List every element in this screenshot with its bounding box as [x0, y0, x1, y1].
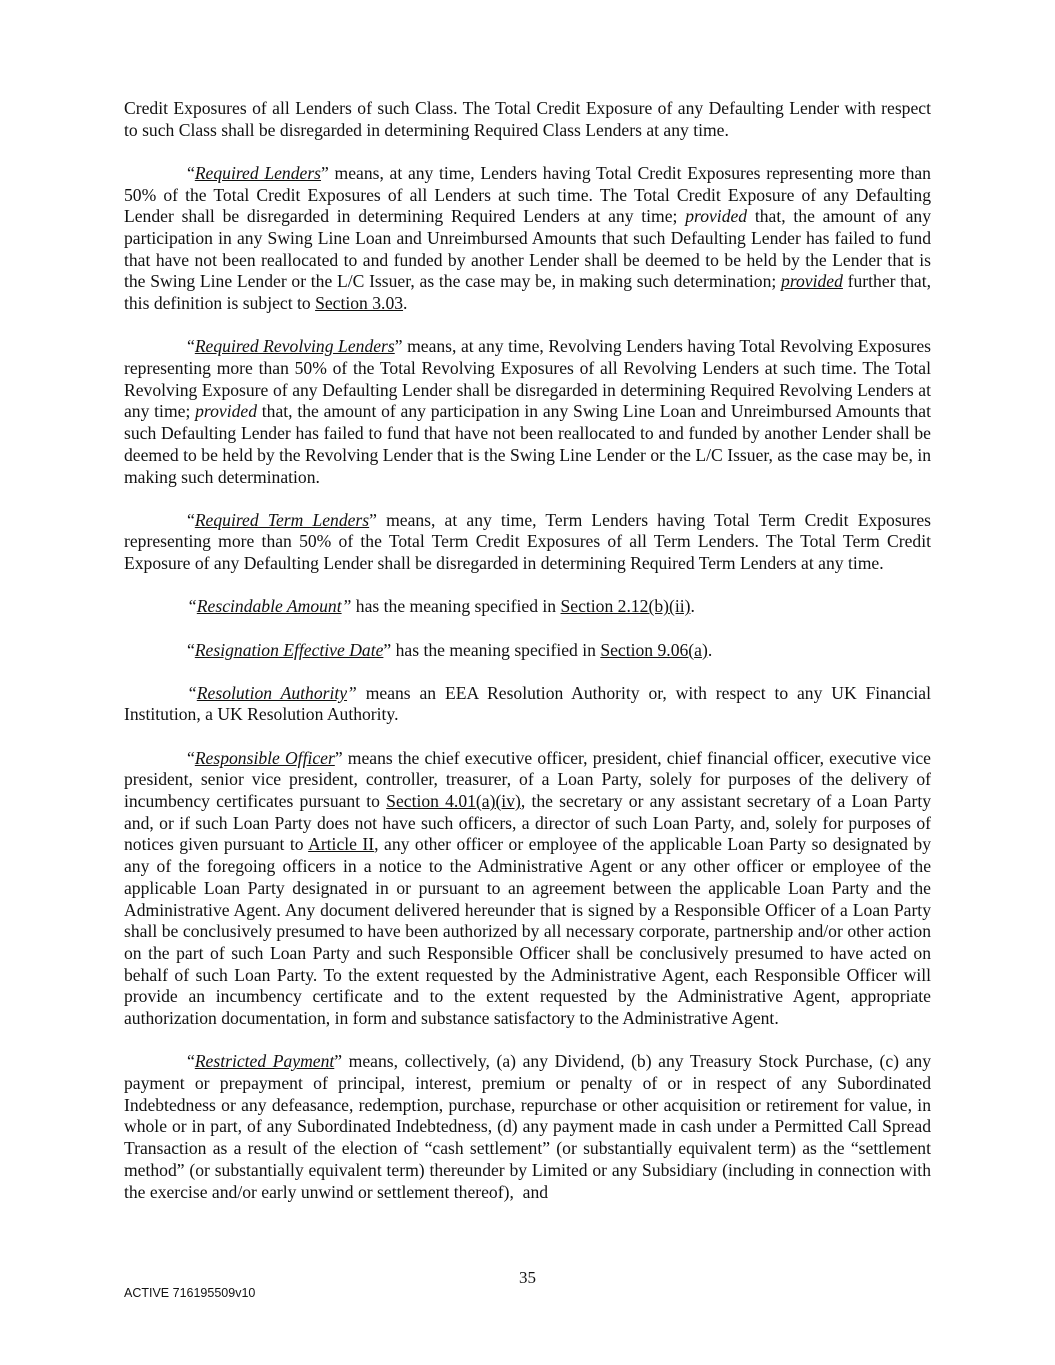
definition-resolution-authority: “Resolution Authority” means an EEA Resolution Authority or, with respect to any UK Financial Institution, a UK Resolution Authority.	[124, 682, 931, 725]
defined-term: Resolution Authority	[196, 682, 348, 703]
definition-rescindable-amount: “Rescindable Amount” has the meaning specified in Section 2.12(b)(ii).	[187, 596, 695, 617]
document-id: ACTIVE 716195509v10	[124, 1286, 256, 1300]
document-body	[124, 98, 931, 1225]
definition-required-revolving-lenders: “Required Revolving Lenders” means, at any time, Revolving Lenders having Total Revolving Exposures representing more than 50% of the Total Revolving Exposures of all Revolving Lenders at such time. The Total Revolving Exposure of any Defaulting Lender shall be disregarded in determining Required Revolving Lenders at any time; provided that, the amount of any participation in any Swing Line Loan and Unreimbursed Amounts that such Defaulting Lender has failed to fund that have not been reallocated to and funded by another Lender shall be deemed to be held by the Revolving Lender that is the Swing Line Lender or the L/C Issuer, as the case may be, in making such determination.	[124, 336, 931, 487]
section-reference: Section 2.12(b)(ii)	[560, 596, 691, 617]
section-reference: Section 9.06(a)	[600, 639, 708, 660]
paragraph-continuation: Credit Exposures of all Lenders of such Class. The Total Credit Exposure of any Defaulting Lender with respect to such Class shall be disregarded in determining Required Class Lenders at any time.	[124, 98, 931, 140]
page-number: 35	[519, 1268, 536, 1287]
defined-term: Responsible Officer	[194, 747, 335, 768]
definition-required-term-lenders: “Required Term Lenders” means, at any time, Term Lenders having Total Term Credit Exposures representing more than 50% of the Total Term Credit Exposures of all Term Lenders. The Total Term Credit Exposure of any Defaulting Lender shall be disregarded in determining Required Term Lenders at any time.	[124, 509, 931, 574]
section-reference: Section 3.03	[315, 293, 404, 314]
defined-term: Rescindable Amount	[196, 596, 342, 617]
article-reference: Article II	[308, 834, 375, 855]
definition-responsible-officer: “Responsible Officer” means the chief executive officer, president, chief financial officer, executive vice president, senior vice president, controller, treasurer, of a Loan Party, solely for purposes of the delivery of incumbency certificates pursuant to Section 4.01(a)(iv), the secretary or any assistant secretary of a Loan Party and, or if such Loan Party does not have such officers, a director of such Loan Party, and, solely for purposes of notices given pursuant to Article II, any other officer or employee of the applicable Loan Party so designated by any of the foregoing officers in a notice to the Administrative Agent or any other officer or employee of the applicable Loan Party designated in or pursuant to an agreement between the applicable Loan Party and the Administrative Agent. Any document delivered hereunder that is signed by a Responsible Officer of a Loan Party shall be conclusively presumed to have been authorized by all necessary corporate, partnership and/or other action on the part of such Loan Party and such Responsible Officer shall be conclusively presumed to have acted on behalf of such Loan Party. To the extent requested by the Administrative Agent, each Responsible Officer will provide an incumbency certificate and to the extent requested by the Administrative Agent, appropriate authorization documentation, in form and substance satisfactory to the Administrative Agent.	[124, 747, 932, 1029]
defined-term: Resignation Effective Date	[194, 639, 384, 660]
definition-restricted-payment: “Restricted Payment” means, collectively, (a) any Dividend, (b) any Treasury Stock Purchase, (c) any payment or prepayment of principal, interest, premium or penalty of or in respect of any Subordinated Indebtedness or any defeasance, redemption, purchase, repurchase or other acquisition or retirement for value, in whole or in part, of any Subordinated Indebtedness, (d) any payment made in cash under a Permitted Call Spread Transaction as a result of the election of “cash settlement” (or substantially equivalent term) as the “settlement method” (or substantially equivalent term) thereunder by Limited or any Subsidiary (including in connection with the exercise and/or early unwind or settlement thereof), and	[124, 1051, 931, 1202]
section-reference: Section 4.01(a)(iv)	[386, 791, 521, 812]
defined-term: Required Term Lenders	[194, 509, 370, 530]
definition-required-lenders: “Required Lenders” means, at any time, Lenders having Total Credit Exposures representing more than 50% of the Total Credit Exposures of all Lenders at such time. The Total Credit Exposure of any Defaulting Lender shall be disregarded in determining Required Lenders at any time; provided that, the amount of any participation in any Swing Line Loan and Unreimbursed Amounts that such Defaulting Lender has failed to fund that have not been reallocated to and funded by another Lender shall be deemed to be held by the Lender that is the Swing Line Lender or the L/C Issuer, as the case may be, in making such determination; provided further that, this definition is subject to Section 3.03.	[124, 162, 931, 314]
definition-resignation-effective-date: “Resignation Effective Date” has the meaning specified in Section 9.06(a).	[187, 639, 713, 660]
defined-term: Restricted Payment	[194, 1051, 335, 1072]
defined-term: Required Revolving Lenders	[194, 336, 395, 357]
defined-term: Required Lenders	[194, 162, 322, 183]
